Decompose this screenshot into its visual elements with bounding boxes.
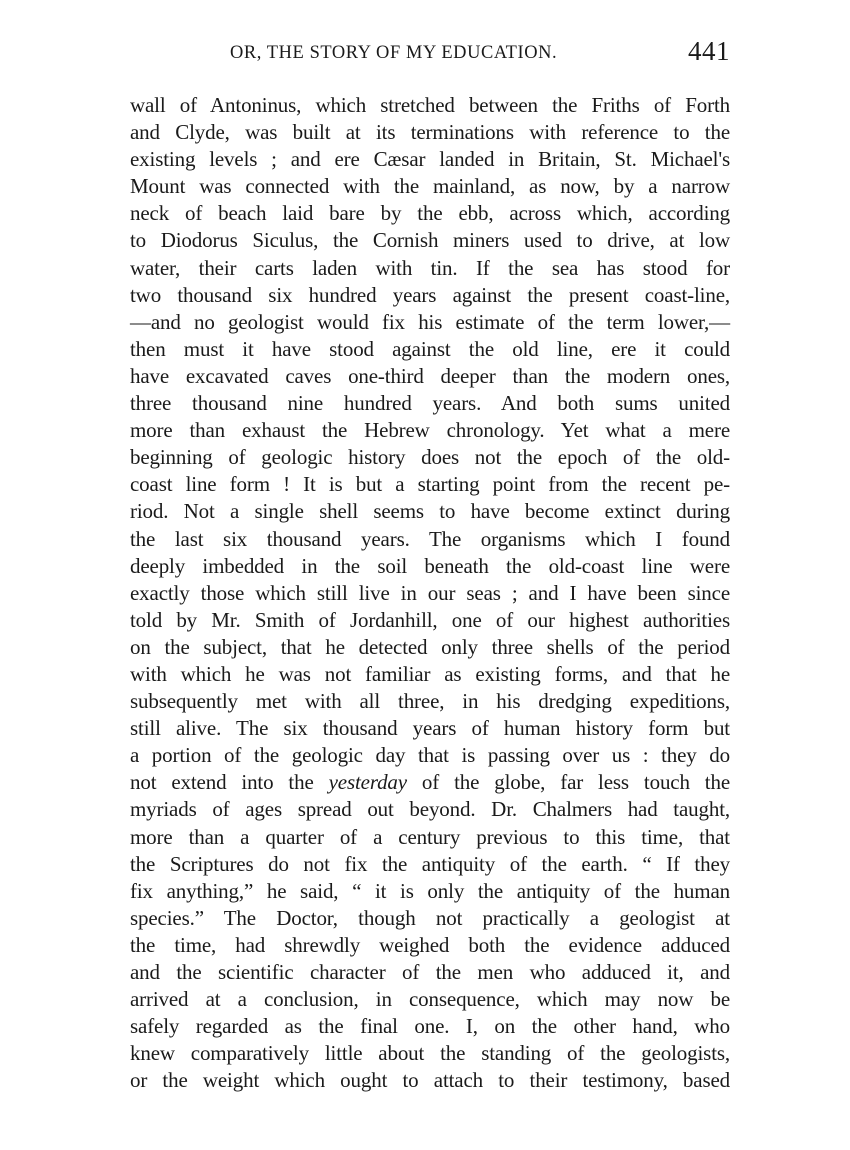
text-line bbox=[130, 769, 730, 796]
page-number: 441 bbox=[688, 36, 730, 66]
text-line: arrived at a conclusion, in consequence, which may now be bbox=[130, 987, 730, 1012]
text-line: water, their carts laden with tin. If the sea has stood for bbox=[130, 255, 730, 280]
text-line: the Scriptures do not fix the antiquity of the earth. “ If they bbox=[130, 851, 730, 876]
text-segment: of the globe, far less touch the bbox=[406, 770, 730, 795]
text-line: three thousand nine hundred years. And both sums united bbox=[130, 391, 730, 416]
text-line: knew comparatively little about the standing of the geologists, bbox=[130, 1041, 730, 1066]
text-line: subsequently met with all three, in his dredging expeditions, bbox=[130, 689, 730, 714]
text-line: more than a quarter of a century previous to this time, that bbox=[130, 824, 730, 849]
text-line: deeply imbedded in the soil beneath the old-coast line were bbox=[130, 553, 730, 578]
text-line: still alive. The six thousand years of human history form but bbox=[130, 716, 730, 741]
text-line: or the weight which ought to attach to their testimony, based bbox=[130, 1068, 730, 1093]
text-line: beginning of geologic history does not the epoch of the old- bbox=[130, 445, 730, 470]
running-head bbox=[130, 36, 730, 72]
body-text bbox=[130, 92, 730, 1094]
text-line: species.” The Doctor, though not practically a geologist at bbox=[130, 905, 730, 930]
text-segment: not extend into the bbox=[130, 770, 329, 795]
text-line: the last six thousand years. The organisms which I found bbox=[130, 526, 730, 551]
text-line: have excavated caves one-third deeper than the modern ones, bbox=[130, 363, 730, 388]
text-line: on the subject, that he detected only three shells of the period bbox=[130, 634, 730, 659]
text-line: existing levels ; and ere Cæsar landed in Britain, St. Michael's bbox=[130, 147, 730, 172]
text-line: wall of Antoninus, which stretched between the Friths of Forth bbox=[130, 93, 730, 117]
text-line: safely regarded as the final one. I, on the other hand, who bbox=[130, 1014, 730, 1039]
text-line: Mount was connected with the mainland, as now, by a narrow bbox=[130, 174, 730, 199]
text-line: —and no geologist would fix his estimate of the term lower,— bbox=[130, 309, 730, 334]
text-line: and Clyde, was built at its terminations with reference to the bbox=[130, 120, 730, 145]
text-line: a portion of the geologic day that is passing over us : they do bbox=[130, 743, 730, 768]
text-line: coast line form ! It is but a starting point from the recent pe- bbox=[130, 472, 730, 497]
text-line: to Diodorus Siculus, the Cornish miners used to drive, at low bbox=[130, 228, 730, 253]
text-line: exactly those which still live in our seas ; and I have been since bbox=[130, 580, 730, 605]
text-line: two thousand six hundred years against the present coast-line, bbox=[130, 282, 730, 307]
text-line: fix anything,” he said, “ it is only the antiquity of the human bbox=[130, 878, 730, 903]
text-line: the time, had shrewdly weighed both the evidence adduced bbox=[130, 932, 730, 957]
text-line: with which he was not familiar as existing forms, and that he bbox=[130, 661, 730, 686]
running-title: OR, THE STORY OF MY EDUCATION. bbox=[230, 42, 558, 63]
text-line: more than exhaust the Hebrew chronology. Yet what a mere bbox=[130, 418, 730, 443]
text-line: riod. Not a single shell seems to have become extinct during bbox=[130, 499, 730, 524]
text-line: then must it have stood against the old line, ere it could bbox=[130, 336, 730, 361]
italic-word: yesterday bbox=[328, 770, 407, 795]
text-line: myriads of ages spread out beyond. Dr. Chalmers had taught, bbox=[130, 797, 730, 822]
text-line: told by Mr. Smith of Jordanhill, one of our highest authorities bbox=[130, 607, 730, 632]
text-line: and the scientific character of the men who adduced it, and bbox=[130, 960, 730, 984]
text-line: neck of beach laid bare by the ebb, across which, according bbox=[130, 201, 730, 226]
